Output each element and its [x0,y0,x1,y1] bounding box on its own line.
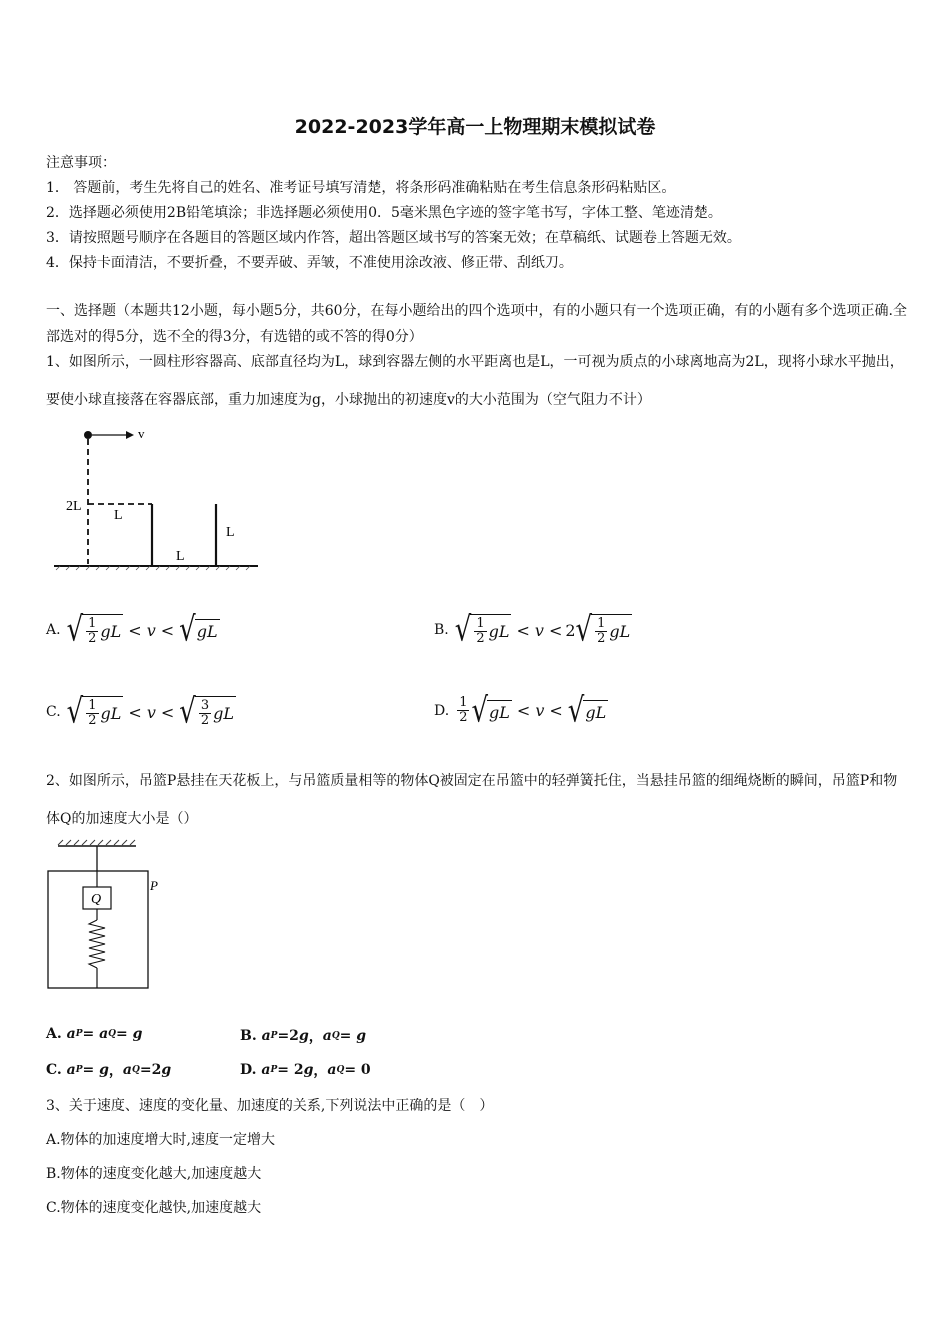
question-2-text: 2、如图所示，吊篮P悬挂在天花板上，与吊篮质量相等的物体Q被固定在吊篮中的轻弹簧托住，当悬挂吊篮的细绳烧断的瞬间，吊篮P和物体Q的加速度大小是（） [46,773,898,827]
label-L-right: L [226,525,235,540]
notes-heading: 注意事项： [46,155,116,171]
label-P: P [150,878,158,893]
note-item: 1． 答题前，考生先将自己的姓名、准考证号填写清楚，将条形码准确粘贴在考生信息条形码粘贴区。 [46,180,676,196]
q1-figure [50,420,265,572]
label-2L: 2L [66,499,82,514]
label-v: v [138,426,145,441]
note-item: 4．保持卡面清洁，不要折叠，不要弄破、弄皱，不准使用涂改液、修正带、刮纸刀。 [46,255,573,271]
q3-option-a[interactable]: A.物体的加速度增大时,速度一定增大 [46,1132,276,1148]
q3-option-c[interactable]: C.物体的速度变化越快,加速度越大 [46,1200,262,1216]
page-title: 2022-2023学年高一上物理期末模拟试卷 [294,116,656,138]
note-item: 3．请按照题号顺序在各题目的答题区域内作答，超出答题区域书写的答案无效；在草稿纸、试题卷上答题无效。 [46,230,741,246]
q3-option-b[interactable]: B.物体的速度变化越大,加速度越大 [46,1166,262,1182]
q2-option-c[interactable]: C. a P = g ， a Q =2 g [46,1062,172,1079]
label-L-top: L [114,508,123,523]
q2-figure [44,838,174,993]
q2-option-a[interactable]: A. a P = a Q = g [46,1026,143,1042]
q1-option-c[interactable]: C. √ $\frac{1}{2}$ gL < v < √ $\frac{3}{2}$ gL [46,692,234,732]
label-Q: Q [91,892,102,907]
q1-option-d[interactable]: D. $\frac{1}{2}$ √ gL < v < √ gL [434,691,607,730]
note-item: 2．选择题必须使用2B铅笔填涂；非选择题必须使用0．5毫米黑色字迹的签字笔书写，字体工整、笔迹清楚。 [46,205,722,221]
q2-option-b[interactable]: B. a P =2 g ， a Q = g [240,1028,367,1045]
section-intro: 一、选择题（本题共12小题，每小题5分，共60分，在每小题给出的四个选项中，有的小题只有一个选项正确，有的小题有多个选项正确.全部选对的得5分，选不全的得3分，有选错的或不答的得0分） [46,303,907,345]
q2-option-d[interactable]: D. a P = 2 g ， a Q = 0 [240,1062,371,1079]
q1-option-a[interactable]: A. √ $\frac{1}{2}$ gL < v < √ gL [46,610,218,650]
question-1-text: 1、如图所示，一圆柱形容器高、底部直径均为L，球到容器左侧的水平距离也是L，一可视为质点的小球离地高为2L，现将小球水平抛出，要使小球直接落在容器底部，重力加速度为g，小球抛出的初速度v的大小范围为（空气阻力不计） [46,354,904,408]
question-3-text: 3、关于速度、速度的变化量、加速度的关系,下列说法中正确的是（ ） [46,1098,494,1114]
label-L-bottom: L [176,549,185,564]
q1-option-b[interactable]: B. √ $\frac{1}{2}$ gL < v < 2 √ $\frac{1}{2}$ gL [434,610,631,650]
